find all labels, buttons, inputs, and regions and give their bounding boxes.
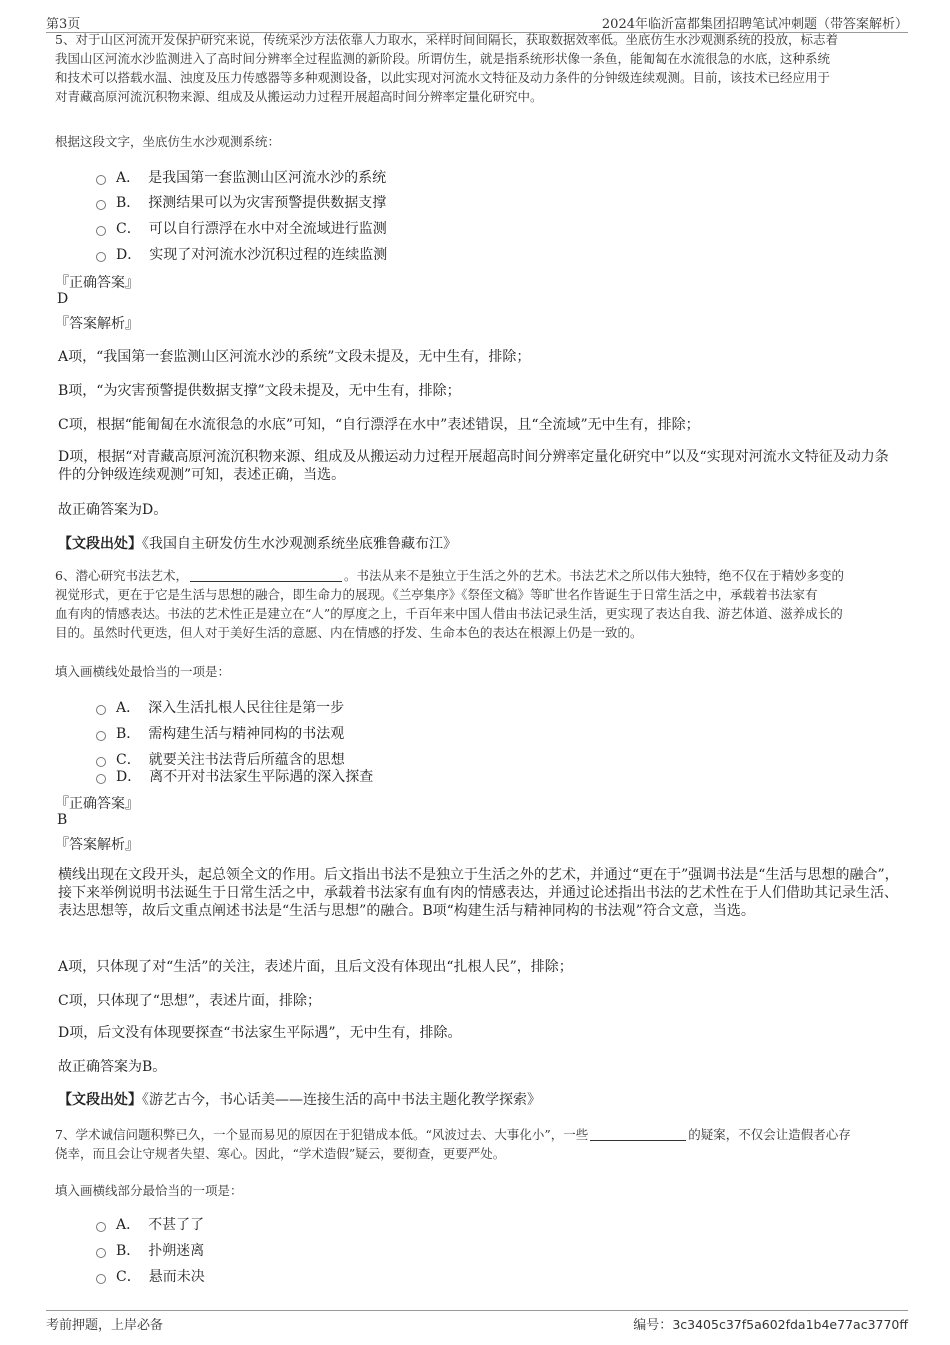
q5-analysis-c: C项，根据“能匍匐在水流很急的水底”可知，“自行漂浮在水中”表述错误，且“全流域”无中生有，排除； bbox=[58, 417, 700, 433]
q6-question-prompt: 填入画横线处最恰当的一项是： bbox=[55, 664, 231, 679]
q6-analysis-d: D项，后文没有体现要探查“书法家生平际遇”，无中生有，排除。 bbox=[58, 1025, 462, 1041]
q6-conclusion: 故正确答案为B。 bbox=[58, 1059, 167, 1075]
fill-blank[interactable] bbox=[190, 569, 342, 582]
q5-passage-line: 对青藏高原河流沉积物来源、组成及从搬运动力过程开展超高时间分辨率定量化研究中。 bbox=[55, 89, 543, 104]
q7-question-prompt: 填入画横线部分最恰当的一项是： bbox=[55, 1183, 243, 1198]
radio-icon[interactable] bbox=[96, 252, 106, 262]
footer-slogan: 考前押题，上岸必备 bbox=[46, 1318, 164, 1333]
q6-analysis-label: 『答案解析』 bbox=[55, 837, 139, 853]
q6-passage bbox=[55, 566, 900, 642]
page-number: 第3页 bbox=[46, 17, 81, 32]
q7-passage-line: 侥幸，而且会让守规者失望、寒心。因此，“学术造假”疑云，要彻查，更要严处。 bbox=[55, 1146, 506, 1161]
q6-passage-line: 目的。虽然时代更迭，但人对于美好生活的意愿、内在情感的抒发、生命本色的表达在根源上仍是一致的。 bbox=[55, 625, 643, 640]
q6-analysis-a: A项，只体现了对“生活”的关注，表述片面，且后文没有体现出“扎根人民”，排除； bbox=[58, 959, 573, 975]
q6-answer-label: 『正确答案』 bbox=[55, 796, 139, 812]
q5-answer: D bbox=[57, 291, 69, 307]
q6-option-a[interactable]: A． 深入生活扎根人民往往是第一步 bbox=[96, 697, 344, 717]
q5-source bbox=[58, 533, 457, 553]
q6-passage-line: 血有肉的情感表达。书法的艺术性正是建立在“人”的厚度之上，千百年来中国人借由书法记录生活，更实现了表达自我、游艺体道、滋养成长的 bbox=[55, 606, 843, 621]
q6-passage-line: 视觉形式，更在于它是生活与思想的融合，即生命力的展现。《兰亭集序》《祭侄文稿》等旷世名作皆诞生于日常生活之中，承载着书法家有 bbox=[55, 587, 818, 602]
q5-option-b[interactable]: B． 探测结果可以为灾害预警提供数据支撑 bbox=[96, 192, 386, 212]
radio-icon[interactable] bbox=[96, 175, 106, 185]
q6-option-d[interactable]: D． 离不开对书法家生平际遇的深入探查 bbox=[96, 766, 373, 786]
source-title: 《游艺古今，书心话美——连接生活的高中书法主题化教学探索》 bbox=[142, 1092, 541, 1108]
q5-conclusion: 故正确答案为D。 bbox=[58, 502, 168, 518]
q6-passage-first-line: 6、潜心研究书法艺术， 。书法从来不是独立于生活之外的艺术。书法艺术之所以伟大独特，绝不仅在于精妙多变的 bbox=[55, 568, 844, 583]
q5-passage bbox=[55, 32, 900, 106]
q6-answer: B bbox=[57, 812, 68, 828]
q7-option-b[interactable]: B． 扑朔迷离 bbox=[96, 1240, 204, 1260]
radio-icon[interactable] bbox=[96, 1248, 106, 1258]
document-title: 2024年临沂富都集团招聘笔试冲刺题（带答案解析） bbox=[601, 17, 908, 32]
radio-icon[interactable] bbox=[96, 1274, 106, 1284]
q5-question-prompt: 根据这段文字，坐底仿生水沙观测系统： bbox=[55, 134, 281, 149]
source-label: 【文段出处】 bbox=[58, 1092, 142, 1108]
q5-option-a[interactable]: A． 是我国第一套监测山区河流水沙的系统 bbox=[96, 167, 386, 187]
radio-icon[interactable] bbox=[96, 731, 106, 741]
q5-analysis-a: A项，“我国第一套监测山区河流水沙的系统”文段未提及，无中生有，排除； bbox=[58, 349, 531, 365]
radio-icon[interactable] bbox=[96, 226, 106, 236]
source-label: 【文段出处】 bbox=[58, 536, 142, 552]
q6-analysis-main: 横线出现在文段开头，起总领全文的作用。后文指出书法不是独立于生活之外的艺术，并通过“更在于”强调书法是“生活与思想的融合”，接下来举例说明书法诞生于日常生活之中，承载着书法家有血有肉的情感表达，并通过论述指出书法的艺术性在于人们借助其记录生活、表达思想等，故后文重点阐述书法是“生活与思想”的融合。B项“构建生活与精神同构的书法观”符合文意，当选。 bbox=[58, 867, 899, 919]
q5-passage-line: 5、对于山区河流开发保护研究来说，传统采沙方法依靠人力取水，采样时间间隔长，获取数据效率低。坐底仿生水沙观测系统的投放，标志着 bbox=[55, 32, 838, 47]
q5-passage-line: 和技术可以搭载水温、浊度及压力传感器等多种观测设备，以此实现对河流水文特征及动力条件的分钟级连续观测。目前，该技术已经应用于 bbox=[55, 70, 831, 85]
q5-analysis-b: B项，“为灾害预警提供数据支撑”文段未提及，无中生有，排除； bbox=[58, 383, 461, 399]
q5-answer-label: 『正确答案』 bbox=[55, 275, 139, 291]
radio-icon[interactable] bbox=[96, 1222, 106, 1232]
footer-divider bbox=[46, 1310, 908, 1311]
q5-option-c[interactable]: C． 可以自行漂浮在水中对全流域进行监测 bbox=[96, 218, 387, 238]
q7-option-a[interactable]: A． 不甚了了 bbox=[96, 1214, 204, 1234]
q7-passage bbox=[55, 1125, 900, 1163]
source-title: 《我国自主研发仿生水沙观测系统坐底雅鲁藏布江》 bbox=[142, 536, 457, 552]
q6-option-c[interactable]: C． 就要关注书法背后所蕴含的思想 bbox=[96, 749, 345, 769]
q5-analysis-label: 『答案解析』 bbox=[55, 316, 139, 332]
q6-source bbox=[58, 1089, 541, 1109]
q7-passage-first-line: 7、学术诚信问题积弊已久，一个显而易见的原因在于犯错成本低。“风波过去、大事化小”，一些 的疑案，不仅会让造假者心存 bbox=[55, 1127, 851, 1142]
document-code: 编号：3c3405c37f5a602fda1b4e77ac3770ff bbox=[633, 1317, 908, 1333]
q7-option-c[interactable]: C． 悬而未决 bbox=[96, 1266, 205, 1286]
radio-icon[interactable] bbox=[96, 705, 106, 715]
q6-analysis-c: C项，只体现了“思想”，表述片面，排除； bbox=[58, 993, 322, 1009]
q5-option-d[interactable]: D． 实现了对河流水沙沉积过程的连续监测 bbox=[96, 244, 387, 264]
radio-icon[interactable] bbox=[96, 200, 106, 210]
fill-blank[interactable] bbox=[590, 1128, 686, 1141]
q5-analysis-d: D项，根据“对青藏高原河流沉积物来源、组成及从搬运动力过程开展超高时间分辨率定量化研究中”以及“实现对河流水文特征及动力条件的分钟级连续观测”可知，表述正确，当选。 bbox=[58, 449, 889, 483]
q6-option-b[interactable]: B． 需构建生活与精神同构的书法观 bbox=[96, 723, 344, 743]
radio-icon[interactable] bbox=[96, 774, 106, 784]
q5-passage-line: 我国山区河流水沙监测进入了高时间分辨率全过程监测的新阶段。所谓仿生，就是指系统形状像一条鱼，能匍匐在水流很急的水底，这种系统 bbox=[55, 51, 831, 66]
